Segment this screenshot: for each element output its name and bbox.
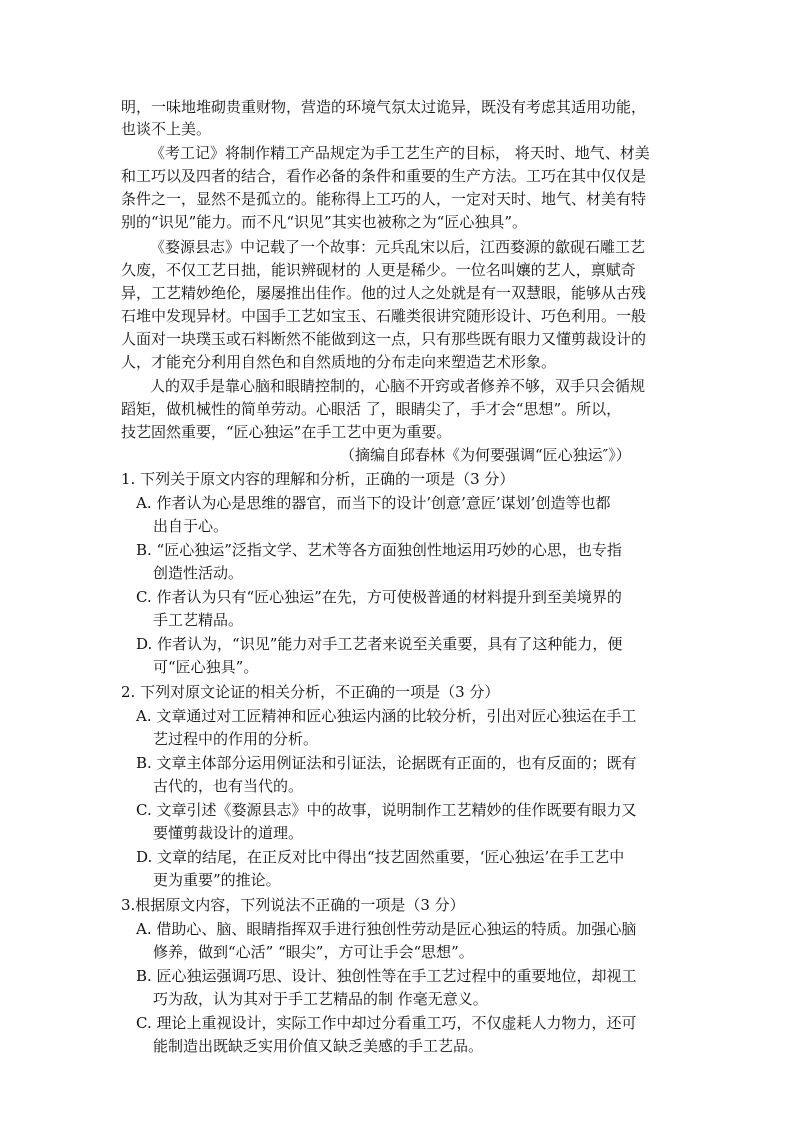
q1-option-c: C. 作者认为只有“匠心独运”在先，方可使极普通的材料提升到至美境界的 <box>136 588 622 606</box>
passage-line: 人，才能充分利用自然色和自然质地的分布走向来塑造艺术形象。 <box>121 353 557 371</box>
q3-option-b: B. 匠心独运强调巧思、设计、独创性等在手工艺过程中的重要地位，却视工 <box>136 967 637 985</box>
q1-option-b: B. “匠心独运”泛指文学、艺术等各方面独创性地运用巧妙的心思，也专指 <box>136 541 622 559</box>
q1-option-a: A. 作者认为心是思维的器官，而当下的设计’创意’意匠’谋划’创造等也都 <box>136 494 611 512</box>
q3-option-c: C. 理论上重视设计，实际工作中却过分看重工巧，不仅虚耗人力物力，还可 <box>136 1014 637 1032</box>
q2-option-c-cont: 要懂剪裁设计的道理。 <box>153 824 304 842</box>
passage-line: 久废，不仅工艺日拙，能识辨砚材的 人更是稀少。一位名叫孃的艺人，禀赋奇 <box>121 261 636 279</box>
q3-option-a-cont: 修养，做到“心活” “眼尖”，方可让手会“思想”。 <box>153 943 474 961</box>
q1-option-a-cont: 出自于心。 <box>153 517 229 535</box>
q2-option-c: C. 文章引述《婺源县志》中的故事，说明制作工艺精妙的佳作既要有眼力又 <box>136 801 637 819</box>
passage-line: 人的双手是靠心脑和眼睛控制的，心脑不开窍或者修养不够，双手只会循规 <box>150 377 646 395</box>
q1-option-d: D. 作者认为，“识见”能力对手工艺者来说至关重要，具有了这种能力，便 <box>136 635 623 653</box>
q2-option-d-cont: 更为重要”的推论。 <box>153 871 281 889</box>
q2-option-a: A. 文章通过对工匠精神和匠心独运内涵的比较分析，引出对匠心独运在手工 <box>136 707 637 725</box>
passage-line: 石堆中发现异材。中国手工艺如宝玉、石雕类很讲究随形设计、巧色利用。一般 <box>121 307 647 325</box>
passage-line: 人面对一块璞玉或石料断然不能做到这一点，只有那些既有眼力又懂剪裁设计的 <box>121 330 647 348</box>
passage-line: 《考工记》将制作精工产品规定为手工艺生产的目标， 将天时、地气、材美 <box>150 144 650 162</box>
q2-option-b-cont: 古代的，也有当代的。 <box>153 777 304 795</box>
passage-line: 明，一味地堆砌贵重财物，营造的环境气氛太过诡异，既没有考虑其适用功能， <box>121 98 647 116</box>
q3-option-c-cont: 能制造出既缺乏实用价值又缺乏美感的手工艺品。 <box>153 1037 484 1055</box>
passage-line: 和工巧以及四者的结合，看作必备的条件和重要的生产方法。工巧在其中仅仅是 <box>121 167 647 185</box>
passage-line: 技艺固然重要，“匠心独运”在手工艺中更为重要。 <box>121 423 452 441</box>
passage-line: 《婺源县志》中记载了一个故事：元兵乱宋以后，江西婺源的歙砚石雕工艺 <box>150 238 646 256</box>
question-3-stem: 3.根据原文内容，下列说法不正确的一项是（3 分） <box>121 896 465 914</box>
q2-option-b: B. 文章主体部分运用例证法和引证法，论据既有正面的，也有反面的；既有 <box>136 754 637 772</box>
q2-option-d: D. 文章的结尾，在正反对比中得出“技艺固然重要，‘匠心独运’在手工艺中 <box>136 848 625 866</box>
q1-option-b-cont: 创造性活动。 <box>153 564 244 582</box>
passage-line: 别的“识见”能力。而不凡“识见”其实也被称之为“匠心独具”。 <box>121 213 528 231</box>
q3-option-b-cont: 巧为敌，认为其对于手工艺精品的制 作毫无意义。 <box>153 990 488 1008</box>
q1-option-c-cont: 手工艺精品。 <box>153 611 244 629</box>
question-2-stem: 2. 下列对原文论证的相关分析，不正确的一项是（3 分） <box>121 683 500 701</box>
q1-option-d-cont: 可“匠心独具”。 <box>153 658 259 676</box>
passage-line: 也谈不上美。 <box>121 120 212 138</box>
passage-source: （摘编自邱春林《为何要强调“匠心独运″》） <box>340 446 631 464</box>
passage-line: 蹈矩，做机械性的简单劳动。心眼活 了，眼睛尖了，手才会“思想”。所以， <box>121 400 622 418</box>
question-1-stem: 1. 下列关于原文内容的理解和分析，正确的一项是（3 分） <box>121 470 515 488</box>
q2-option-a-cont: 艺过程中的作用的分析。 <box>153 730 319 748</box>
q3-option-a: A. 借助心、脑、眼睛指挥双手进行独创性劳动是匠心独运的特质。加强心脑 <box>136 920 637 938</box>
passage-line: 异，工艺精妙绝伦，屡屡推出佳作。他的过人之处就是有一双慧眼，能够从古残 <box>121 284 647 302</box>
passage-line: 条件之一，显然不是孤立的。能称得上工巧的人，一定对天时、地气、材美有特 <box>121 190 647 208</box>
